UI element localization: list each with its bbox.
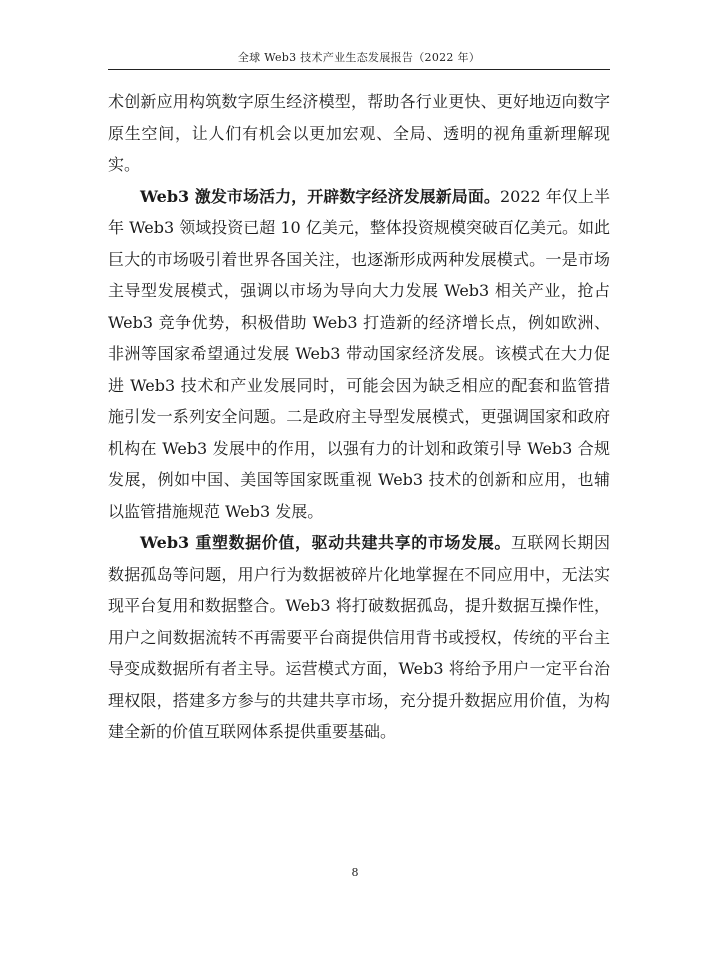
- paragraph-2: [108, 181, 610, 528]
- paragraph-3-text: 互联网长期因数据孤岛等问题，用户行为数据被碎片化地掌握在不同应用中，无法实现平台复用和数据整合。Web3 将打破数据孤岛，提升数据互操作性，用户之间数据流转不再需要平台商提供信用背书或授权，传统的平台主导变成数据所有者主导。运营模式方面，Web3 将给予用户一定平台治理权限，搭建多方参与的共建共享市场，充分提升数据应用价值，为构建全新的价值互联网体系提供重要基础。: [108, 533, 610, 741]
- page-number: 8: [351, 866, 359, 879]
- header-title: 全球 Web3 技术产业生态发展报告（2022 年）: [237, 51, 481, 64]
- paragraph-3: [108, 527, 610, 748]
- paragraph-1-text: 术创新应用构筑数字原生经济模型，帮助各行业更快、更好地迈向数字原生空间，让人们有机会以更加宏观、全局、透明的视角重新理解现实。: [108, 92, 610, 174]
- paragraph-1: [108, 86, 610, 181]
- paragraph-2-text: 2022 年仅上半年 Web3 领域投资已超 10 亿美元，整体投资规模突破百亿美元。如此巨大的市场吸引着世界各国关注，也逐渐形成两种发展模式。一是市场主导型发展模式，强调以市场为导向大力发展 Web3 相关产业，抢占 Web3 竞争优势，积极借助 Web3 打造新的经济增长点，例如欧洲、非洲等国家希望通过发展 Web3 带动国家经济发展。该模式在大力促进 Web3 技术和产业发展同时，可能会因为缺乏相应的配套和监管措施引发一系列安全问题。二是政府主导型发展模式，更强调国家和政府机构在 Web3 发展中的作用，以强有力的计划和政策引导 Web3 合规发展，例如中国、美国等国家既重视 Web3 技术的创新和应用，也辅以监管措施规范 Web3 发展。: [108, 186, 610, 521]
- paragraph-3-lead: Web3 重塑数据价值，驱动共建共享的市场发展。: [140, 533, 511, 552]
- running-header: [108, 50, 610, 70]
- paragraph-2-lead: Web3 激发市场活力，开辟数字经济发展新局面。: [140, 186, 500, 206]
- body-text: [108, 86, 610, 748]
